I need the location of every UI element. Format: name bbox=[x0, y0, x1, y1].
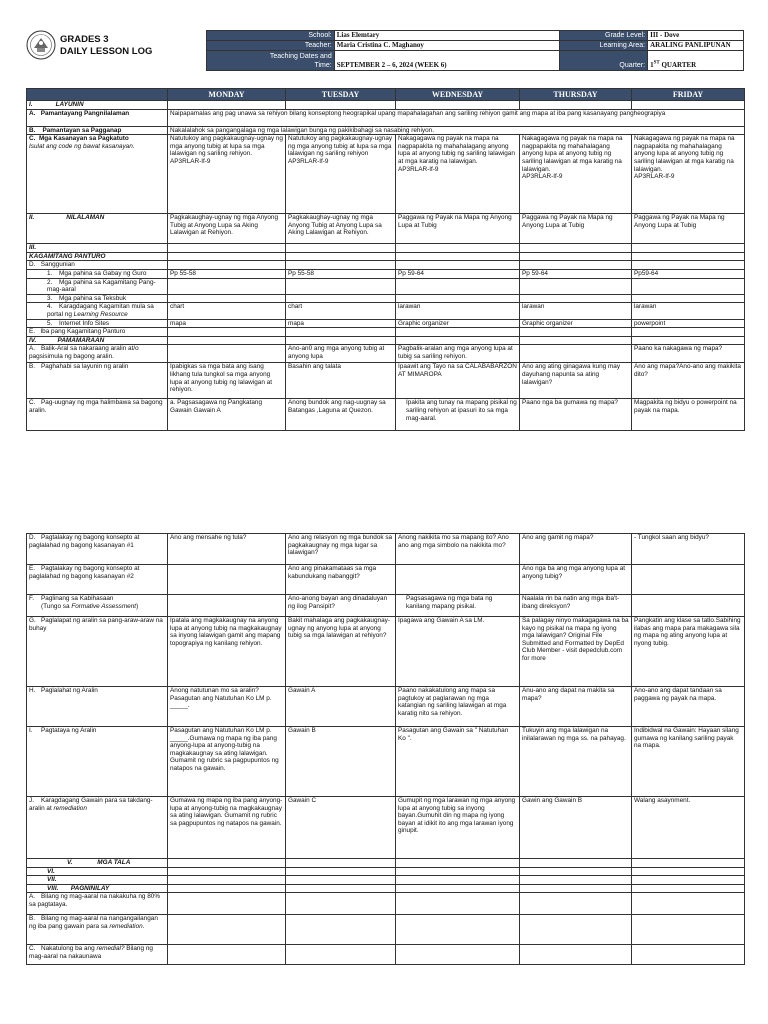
lesson-table-part1 bbox=[26, 88, 744, 431]
kasanayan-tuesday: Natutukoy ang pagkakaugnay-ugnay ng mga anyong tubig at lupa sa mga lalawigan ng sariling rehiyon AP3RLAR-If-9 bbox=[286, 135, 396, 214]
school-label: School: bbox=[207, 31, 335, 41]
table-row bbox=[27, 336, 745, 345]
internet-sites-label: 5. Internet Info Sites bbox=[27, 319, 168, 328]
karagdagang-tuesday: chart bbox=[286, 303, 396, 319]
pagtalakay-1-wednesday: Anong nakikita mo sa mapang ito? Ano ano ang mga simbolo na nakikita mo? bbox=[396, 534, 520, 565]
internet-monday: mapa bbox=[168, 319, 286, 328]
karagdagang-friday: larawan bbox=[632, 303, 745, 319]
pag-uugnay-tuesday: Anong bundok ang nag-uugnay sa Batangas ,Laguna at Quezon. bbox=[286, 399, 396, 431]
paghahabi-friday: Ano ang mapa?Ano-ano ang makikita dito? bbox=[632, 363, 745, 399]
paghahabi-label: B. Paghahabi sa layunin ng aralin bbox=[27, 363, 168, 399]
table-row bbox=[27, 884, 745, 893]
teacher-value: Maria Cristina C. Maghanoy bbox=[334, 41, 560, 51]
section-kagamitang-panturo: KAGAMITANG PANTURO bbox=[27, 252, 168, 261]
section-pamamaraan: IV. PAMAMARAAN bbox=[27, 336, 168, 345]
table-row bbox=[27, 214, 745, 244]
quarter-value: 1ST QUARTER bbox=[648, 51, 744, 71]
day-friday: FRIDAY bbox=[632, 89, 745, 101]
pamantayan-pagganap-label: B. Pamantayan sa Pagganap bbox=[27, 126, 168, 135]
table-row bbox=[27, 328, 745, 337]
karagdagang-gawain-tuesday: Gawain C bbox=[286, 797, 396, 859]
pamantayang-pangnilalaman-label: A. Pamantayang Pangnilalaman bbox=[27, 109, 168, 126]
table-row bbox=[27, 595, 745, 617]
kasanayan-thursday: Nakagagawa ng payak na mapa na nagpapakita ng mahahalagang anyong lupa at anyong tubig ng sariling lalawigan at mga karatig na lalawigan. AP3RLAR-If-9 bbox=[520, 135, 632, 214]
dll-header bbox=[26, 28, 744, 72]
section-mga-tala: V. MGA TALA bbox=[27, 859, 168, 868]
header-info-grid bbox=[206, 30, 744, 71]
log-title: DAILY LESSON LOG bbox=[60, 46, 153, 57]
paglinang-label: F. Paglinang sa Kabihasaan (Tungo sa Formative Assessment) bbox=[27, 595, 168, 617]
dates-value: SEPTEMBER 2 – 6, 2024 (WEEK 6) bbox=[334, 51, 560, 71]
learning-area-label: Learning Area: bbox=[560, 41, 648, 51]
paglalahat-thursday: Anu-ano ang dapat na makita sa mapa? bbox=[520, 687, 632, 727]
paglalapat-friday: Pangkatin ang klase sa tatlo.Sabihing ilabas ang mapa para makagawa sila ng mapa ng ating anyong lupa at nyong tubig. bbox=[632, 617, 745, 687]
karagdagang-gawain-monday: Gumawa ng mapa ng iba pang anyong-lupa at anyong-tubig na magkakaugnay sa ating lalawigan. Gumamit ng rubric sa pagpupuntos ng natapos na gawain. bbox=[168, 797, 286, 859]
paghahabi-monday: Ipabigkas sa mga bata ang isang likhang tula tungkol sa mga anyong lupa at anyong tubig ng lalawigan at rehiyon. bbox=[168, 363, 286, 399]
pagtataya-monday: Pasagutan ang Natutuhan Ko LM p. _____.Gumawa ng mapa ng iba pang anyong-lupa at anyong-tubig na magkakaugnay sa ating lalawigan. Gumamit ng rubric sa pagpupuntos ng natapos na gawain. bbox=[168, 727, 286, 797]
grade-level-value: III - Dove bbox=[648, 31, 744, 41]
internet-friday: powerpoint bbox=[632, 319, 745, 328]
teksbuk-label: 3. Mga pahina sa Teksbuk bbox=[27, 294, 168, 303]
dates-label: Teaching Dates and Time: bbox=[207, 51, 335, 71]
paglalapat-thursday: Sa palagay ninyo makagagawa na ba kayo ng pisikal na mapa ng iyong mga lalawigan? Original File Submitted and Formatted by DepEd Club Member - visit depedclub.com for more bbox=[520, 617, 632, 687]
day-header-row bbox=[27, 89, 745, 101]
karagdagang-monday: chart bbox=[168, 303, 286, 319]
pag-uugnay-label: C. Pag-uugnay ng mga halimbawa sa bagong aralin. bbox=[27, 399, 168, 431]
section-vi: VI. bbox=[27, 867, 168, 876]
pagtalakay-1-monday: Ano ang mensahe ng tula? bbox=[168, 534, 286, 565]
table-row bbox=[27, 727, 745, 797]
grade-level-label: Grade Level: bbox=[560, 31, 648, 41]
paghahabi-tuesday: Basahin ang talata bbox=[286, 363, 396, 399]
teacher-label: Teacher: bbox=[207, 41, 335, 51]
nilalaman-tuesday: Pagkakaughay-ugnay ng mga Anyong Tubig at Anyong Lupa sa Aking Lalawigan at Rehiyon. bbox=[286, 214, 396, 244]
table-row bbox=[27, 363, 745, 399]
table-row bbox=[27, 109, 745, 126]
paglalapat-monday: Ipatala ang magkakaugnay na anyong lupa at anyong tubig na magkakaugnay sa inyong lalawigan gamit ang mapang topograpiya ng kanilang rehiyon. bbox=[168, 617, 286, 687]
gabay-guro-wednesday: Pp 59-64 bbox=[396, 269, 520, 278]
table-row bbox=[27, 126, 745, 135]
table-row bbox=[27, 859, 745, 868]
table-row bbox=[27, 278, 745, 294]
karagdagang-wednesday: larawan bbox=[396, 303, 520, 319]
pagtataya-friday: Indibidwal na Gawain: Hayaan silang gumawa ng kanilang sariling payak na mapa. bbox=[632, 727, 745, 797]
section-layunin: I. LAYUNIN bbox=[27, 101, 168, 110]
karagdagang-gawain-friday: Walang asaynment. bbox=[632, 797, 745, 859]
quarter-label: Quarter: bbox=[560, 51, 648, 71]
learning-area-value: ARALING PANLIPUNAN bbox=[648, 41, 744, 51]
kasanayan-friday: Nakagagawa ng payak na mapa na nagpapakita ng mahahalagang anyong lupa at anyong tubig ng sariling lalawigan at mga karatig na lalawigan. AP3RLAR-If-9 bbox=[632, 135, 745, 214]
table-row bbox=[27, 876, 745, 885]
table-row bbox=[27, 252, 745, 261]
section-iii: III. bbox=[27, 244, 168, 253]
gabay-guro-monday: Pp 55-58 bbox=[168, 269, 286, 278]
table-row bbox=[27, 269, 745, 278]
paglalahat-label: H. Paglalahat ng Aralin bbox=[27, 687, 168, 727]
pagtataya-tuesday: Gawain B bbox=[286, 727, 396, 797]
table-row bbox=[27, 534, 745, 565]
balik-aral-friday: Paano ka nakagawa ng mapa? bbox=[632, 345, 745, 363]
paglalahat-friday: Ano-ano ang dapat tandaan sa paggawa ng payak na mapa. bbox=[632, 687, 745, 727]
pag-uugnay-monday: a. Pagsasagawa ng Pangkatang Gawain Gawain A bbox=[168, 399, 286, 431]
table-row bbox=[27, 244, 745, 253]
reflection-c-label: C. Nakatulong ba ang remedial? Bilang ng mag-aaral na nakaunawa bbox=[27, 945, 168, 965]
table-row bbox=[27, 893, 745, 915]
table-row bbox=[27, 261, 745, 270]
pagtataya-thursday: Tukuyin ang mga lalawigan na inilalarawan ng mga ss. na pahayag. bbox=[520, 727, 632, 797]
table-row bbox=[27, 945, 745, 965]
pagtataya-label: I. Pagtataya ng Aralin bbox=[27, 727, 168, 797]
pag-uugnay-wednesday: Ipakita ang tunay na mapang pisikal ng sariling rehiyon at ipasuri ito sa mga mag-aaral. bbox=[396, 399, 520, 431]
karagdagang-thursday: larawan bbox=[520, 303, 632, 319]
pagtalakay-2-thursday: Ano nga ba ang mga anyong lupa at anyong tubig? bbox=[520, 565, 632, 595]
table-row bbox=[27, 399, 745, 431]
table-row bbox=[27, 687, 745, 727]
balik-aral-tuesday: Ano-an0 ang mga anyong tubig at anyong lupa bbox=[286, 345, 396, 363]
pagtalakay-1-friday: - Tungkol saan ang bidyu? bbox=[632, 534, 745, 565]
nilalaman-wednesday: Paggawa ng Payak na Mapa ng Anyong Lupa at Tubig bbox=[396, 214, 520, 244]
table-row bbox=[27, 797, 745, 859]
table-row bbox=[27, 319, 745, 328]
balik-aral-wednesday: Pagbalik-aralan ang mga anyong lupa at tubig sa sariling rehiyon. bbox=[396, 345, 520, 363]
table-row bbox=[27, 345, 745, 363]
gabay-guro-tuesday: Pp 55-58 bbox=[286, 269, 396, 278]
pag-uugnay-friday: Magpakita ng bidyu o powerpoint na payak na mapa. bbox=[632, 399, 745, 431]
paglalahat-monday: Anong natutunan mo sa aralin? Pasagutan ang Natutuhan Ko LM p. _____. bbox=[168, 687, 286, 727]
table-row bbox=[27, 565, 745, 595]
gabay-guro-friday: Pp59-64 bbox=[632, 269, 745, 278]
deped-seal-icon bbox=[26, 30, 56, 60]
pagtalakay-2-label: E. Pagtalakay ng bagong konsepto at paglalahad ng bagong kasanayan #2 bbox=[27, 565, 168, 595]
pamantayan-pagganap-text: Nakalalahok sa pangangalaga ng mga lalawigan bunga ng pakikibahagi sa nasabing rehiyon. bbox=[168, 126, 745, 135]
paghahabi-thursday: Ano ang ating ginagawa kung may dayuhang napunta sa ating lalawigan? bbox=[520, 363, 632, 399]
internet-thursday: Graphic organizer bbox=[520, 319, 632, 328]
kagamitang-mag-aaral-label: 2. Mga pahina sa Kagamitang Pang-mag-aaral bbox=[27, 278, 168, 294]
kasanayan-wednesday: Nakagagawa ng payak na mapa na nagpapakita ng mahahalagang anyong lupa at anyong tubig ng sariling lalawigan at mga karatig na lalawigan. AP3RLAR-If-9 bbox=[396, 135, 520, 214]
karagdagang-gawain-label: J. Karagdagang Gawain para sa takdang-aralin at remediation bbox=[27, 797, 168, 859]
balik-aral-label: A. Balik-Aral sa nakaraang aralin at/o pagsisimula ng bagong aralin. bbox=[27, 345, 168, 363]
grades-title: GRADES 3 bbox=[60, 34, 109, 45]
karagdagang-gawain-thursday: Gawin ang Gawain B bbox=[520, 797, 632, 859]
internet-wednesday: Graphic organizer bbox=[396, 319, 520, 328]
day-thursday: THURSDAY bbox=[520, 89, 632, 101]
corner-cell bbox=[27, 89, 168, 101]
reflection-a-label: A. Bilang ng mag-aaral na nakakuha ng 80% sa pagtataya. bbox=[27, 893, 168, 915]
karagdagang-gawain-wednesday: Gumupit ng mga larawan ng mga anyong lupa at anyong tubig sa inyong bayan.Gumuhit din ng mapa ng iyong bayan at idikit ito ang mga larawan iyong ginupit. bbox=[396, 797, 520, 859]
paglalapat-tuesday: Bakit mahalaga ang pagkakaugnay-ugnay ng anyong lupa at anyong tubig sa mga lalawigan at rehiyon? bbox=[286, 617, 396, 687]
table-row bbox=[27, 135, 745, 214]
nilalaman-thursday: Paggawa ng Payak na Mapa ng Anyong Lupa at Tubig bbox=[520, 214, 632, 244]
gabay-guro-thursday: Pp 59-64 bbox=[520, 269, 632, 278]
table-row bbox=[27, 915, 745, 945]
paglalahat-wednesday: Paano nakakatulong ang mapa sa pagtukoy at paglarawan ng mga katangian ng sariling lalawigan at mga karatig nito sa rehiyon. bbox=[396, 687, 520, 727]
nilalaman-friday: Paggawa ng Payak na Mapa ng Anyong Lupa at Tubig bbox=[632, 214, 745, 244]
karagdagang-kagamitan-label: 4. Karagdagang Kagamitan mula sa portal ng Learning Resource bbox=[27, 303, 168, 319]
day-wednesday: WEDNESDAY bbox=[396, 89, 520, 101]
paglinang-wednesday: Pagsasagawa ng mga bata ng kanilang mapang pisikal. bbox=[396, 595, 520, 617]
pagtataya-wednesday: Pasagutan ang Gawain sa " Natutuhan Ko ". bbox=[396, 727, 520, 797]
sanggunian-label: D. Sanggunian bbox=[27, 261, 168, 270]
pagtalakay-1-tuesday: Ano ang relasyon ng mga bundok sa pagkakaugnay ng mga lugar sa lalawigan? bbox=[286, 534, 396, 565]
reflection-b-label: B. Bilang ng mag-aaral na nangangailangan ng iba pang gawain para sa remediation. bbox=[27, 915, 168, 945]
pagtalakay-1-label: D. Pagtalakay ng bagong konsepto at paglalahad ng bagong kasanayan #1 bbox=[27, 534, 168, 565]
table-row bbox=[27, 867, 745, 876]
paghahabi-wednesday: Ipaawit ang Tayo na sa CALABABARZON AT MIMAROPA bbox=[396, 363, 520, 399]
section-pagninilay: VIII. PAGNINILAY bbox=[27, 884, 168, 893]
paglinang-tuesday: Ano-anong bayan ang dinadaluyan ng ilog Pansipit? bbox=[286, 595, 396, 617]
paglalahat-tuesday: Gawain A bbox=[286, 687, 396, 727]
day-tuesday: TUESDAY bbox=[286, 89, 396, 101]
iba-pang-kagamitan-label: E. Iba pang Kagamitang Panturo bbox=[27, 328, 168, 337]
section-vii: VII. bbox=[27, 876, 168, 885]
paglalapat-wednesday: Ipagawa ang Gawain A sa LM. bbox=[396, 617, 520, 687]
table-row bbox=[27, 617, 745, 687]
gabay-guro-label: 1. Mga pahina sa Gabay ng Guro bbox=[27, 269, 168, 278]
nilalaman-monday: Pagkakaughay-ugnay ng mga Anyong Tubig at Anyong Lupa sa Aking Lalawigan at Rehiyon. bbox=[168, 214, 286, 244]
pagtalakay-1-thursday: Ano ang gamit ng mapa? bbox=[520, 534, 632, 565]
school-value: Lias Elemtary bbox=[334, 31, 560, 41]
kasanayan-monday: Natutukoy ang pagkakaugnay-ugnay ng mga anyong tubig at lupa sa mga lalawigan ng sariling rehiyon. AP3RLAR-If-9 bbox=[168, 135, 286, 214]
pag-uugnay-thursday: Paano nga ba gumawa ng mapa? bbox=[520, 399, 632, 431]
pagtalakay-2-tuesday: Ano ang pinakamataas sa mga kabundukang nabanggit? bbox=[286, 565, 396, 595]
paglalapat-label: G. Paglalapat ng aralin sa pang-araw-araw na buhay bbox=[27, 617, 168, 687]
paglinang-thursday: Naalala rin ba natin ang mga iba't-ibang direksyon? bbox=[520, 595, 632, 617]
day-monday: MONDAY bbox=[168, 89, 286, 101]
pamantayang-pangnilalaman-text: Naipapamalas ang pag unawa sa rehiyon bilang konseptong heograpikal upang mapahalagahan ang sariling rehiyon gamit ang mapa at iba pang kasanayang pangheograpiya bbox=[168, 109, 745, 126]
internet-tuesday: mapa bbox=[286, 319, 396, 328]
lesson-table-part2 bbox=[26, 533, 744, 965]
table-row bbox=[27, 101, 745, 110]
table-row bbox=[27, 294, 745, 303]
table-row bbox=[27, 303, 745, 319]
kasanayan-label: C. Mga Kasanayan sa Pagkatuto Isulat ang code ng bawat kasanayan. bbox=[27, 135, 168, 214]
section-nilalaman: II. NILALAMAN bbox=[27, 214, 168, 244]
